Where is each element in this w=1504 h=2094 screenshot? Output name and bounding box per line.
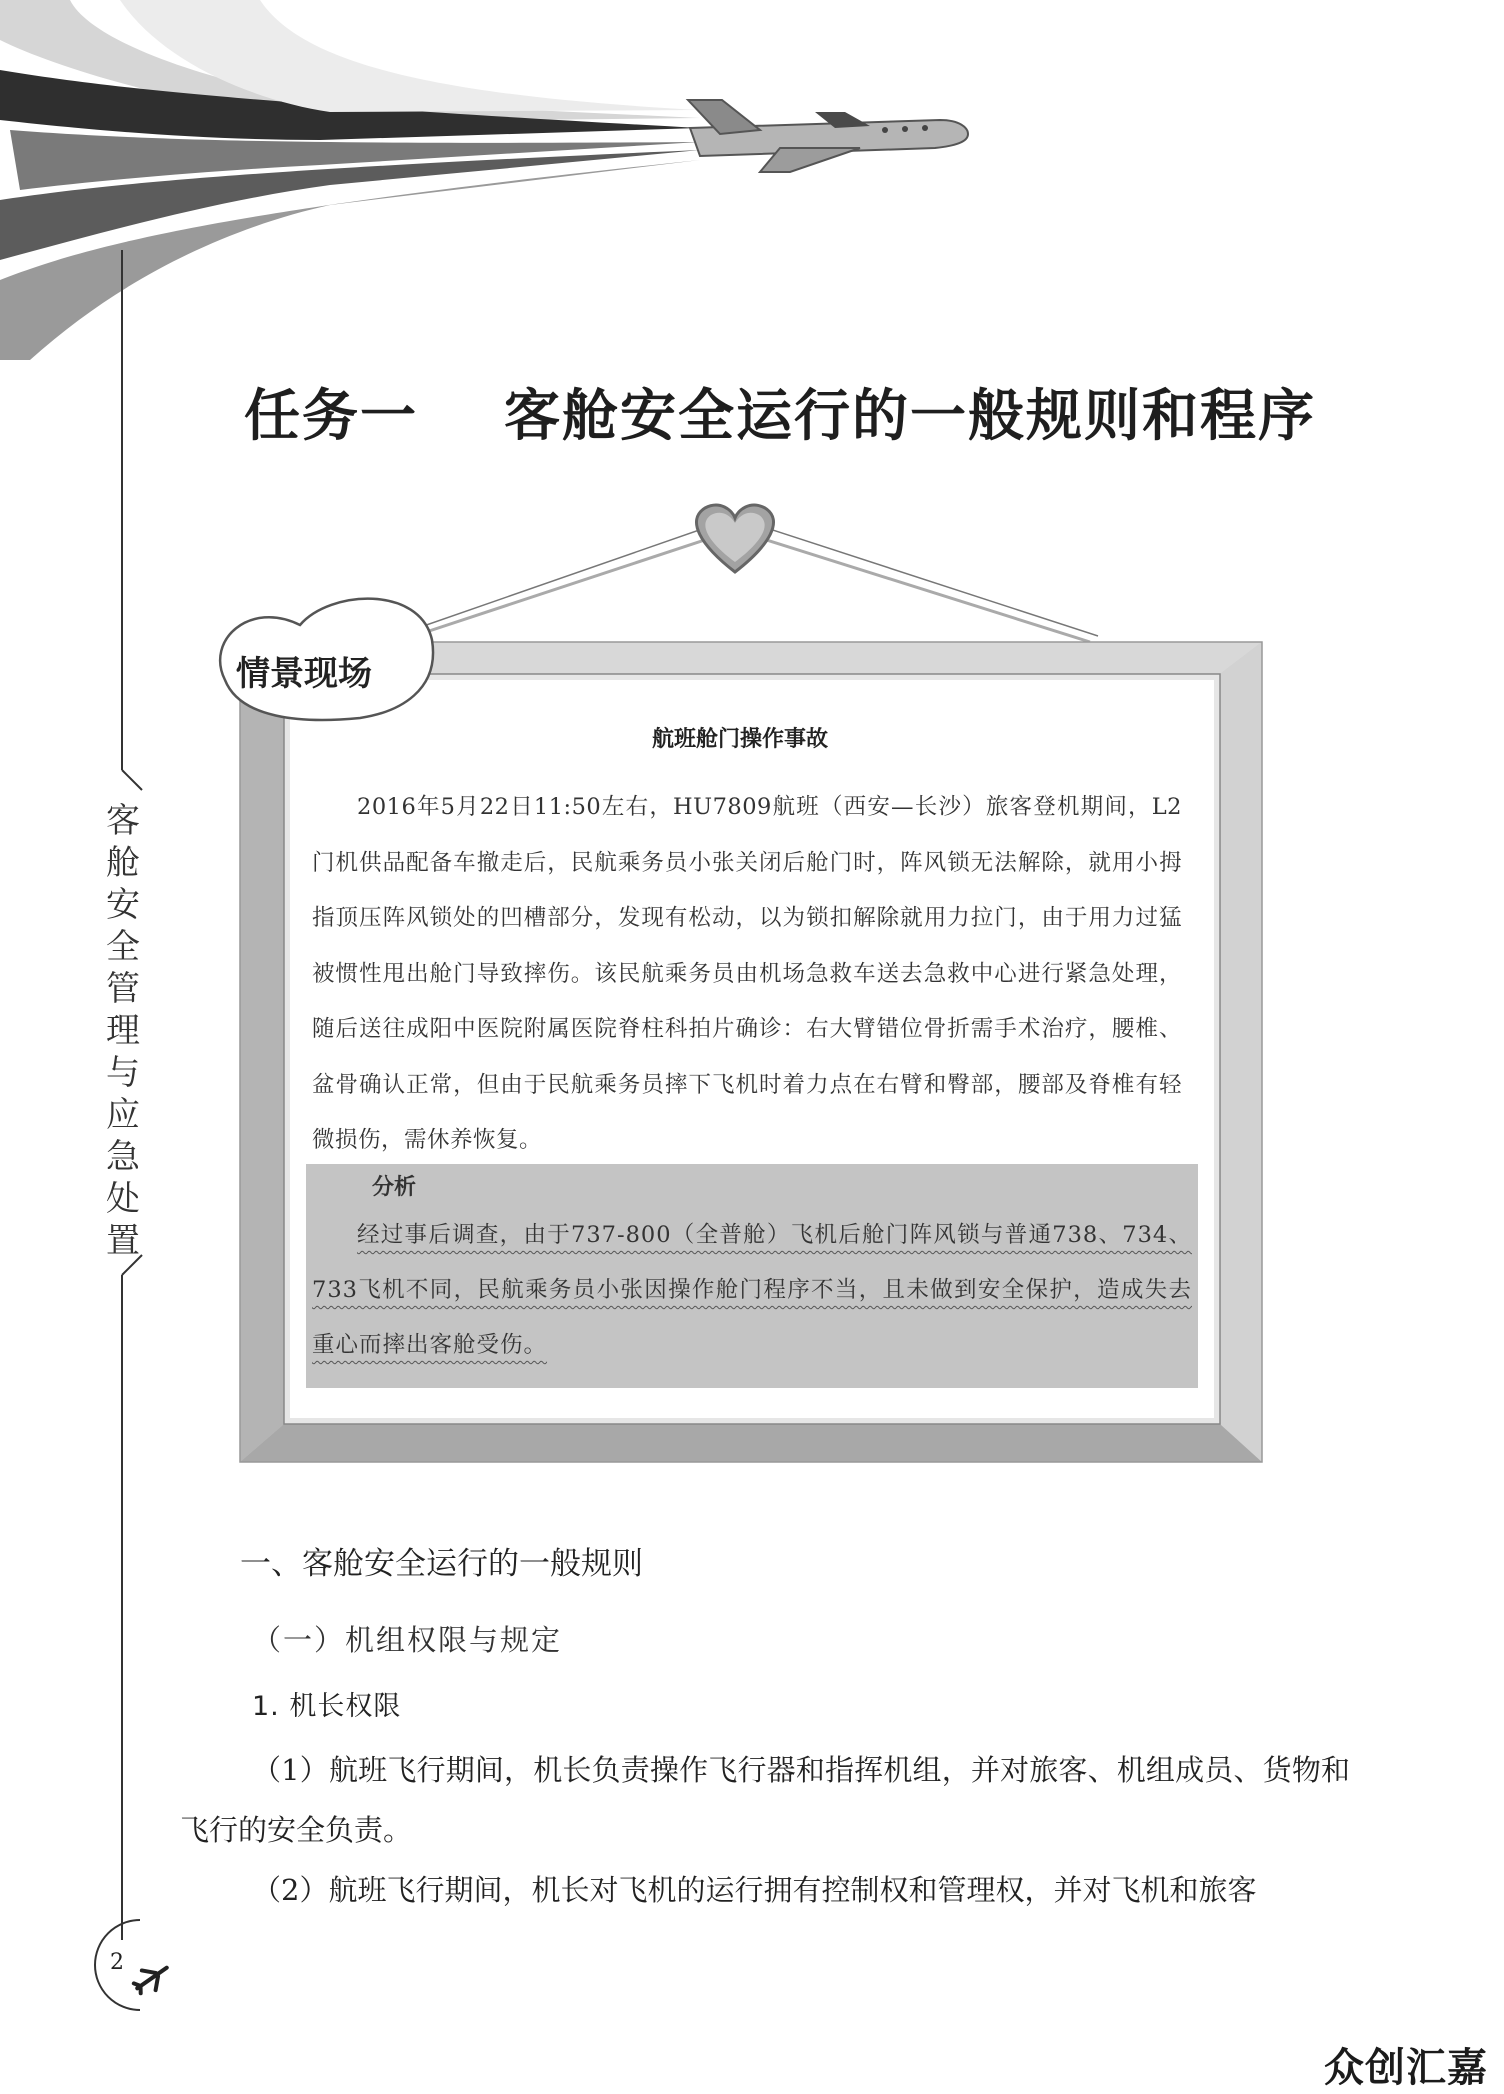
section-heading-1: 一、客舱安全运行的一般规则: [240, 1546, 643, 1582]
hanging-heart: [412, 505, 1098, 642]
watermark: 众创汇嘉: [1324, 2045, 1488, 2091]
airplane-icon: [688, 100, 968, 172]
section-heading-2: （一）机组权限与规定: [252, 1623, 563, 1657]
page-number: 2: [110, 1950, 124, 1975]
page-title: 任务一 客舱安全运行的一般规则和程序: [244, 384, 1316, 449]
book-title-char: 全: [106, 927, 140, 967]
case-title: 航班舱门操作事故: [651, 727, 828, 752]
analysis-box: [306, 1164, 1198, 1388]
paragraph: （2）航班飞行期间，机长对飞机的运行拥有控制权和管理权，并对飞机和旅客: [252, 1873, 1257, 1907]
book-title-char: 应: [106, 1095, 140, 1135]
book-title-char: 客: [106, 801, 140, 841]
small-airplane-icon: [130, 1958, 173, 1998]
analysis-text-content: 经过事后调查，由于737-800（全普舱）飞机后舱门阵风锁与普通738、734、733飞机不同，民航乘务员小张因操作舱门程序不当，且未做到安全保护，造成失去重心而摔出客舱受伤。: [312, 1222, 1192, 1358]
paragraph: （1）航班飞行期间，机长负责操作飞行器和指挥机组，并对旅客、机组成员、货物和飞行的安全负责。: [180, 1753, 1350, 1847]
side-rule-bracket: [122, 770, 142, 790]
section-heading-3: 1. 机长权限: [252, 1691, 402, 1722]
scene-label: 情景现场: [236, 654, 372, 694]
book-title-char: 管: [106, 969, 140, 1009]
book-title-vertical: [98, 800, 148, 1262]
book-title-char: 置: [106, 1221, 140, 1261]
book-title-char: 处: [106, 1179, 140, 1219]
analysis-text: [312, 1208, 1192, 1373]
book-title-char: 与: [106, 1053, 140, 1093]
body-text: [180, 1740, 1350, 1920]
analysis-title: 分析: [372, 1175, 417, 1200]
book-title-char: 安: [106, 885, 140, 925]
book-title-char: 理: [106, 1011, 140, 1051]
book-title-char: 急: [106, 1137, 140, 1177]
book-title-char: 舱: [106, 843, 140, 883]
case-body: 2016年5月22日11:50左右，HU7809航班（西安—长沙）旅客登机期间，L2门机供品配备车撤走后，民航乘务员小张关闭后舱门时，阵风锁无法解除，就用小拇指顶压阵风锁处的凹槽部分，发现有松动，以为锁扣解除就用力拉门，由于用力过猛被惯性甩出舱门导致摔伤。该民航乘务员由机场急救车送去急救中心进行紧急处理，随后送往成阳中医院附属医院脊柱科拍片确诊：右大臂错位骨折需手术治疗，腰椎、盆骨确认正常，但由于民航乘务员摔下飞机时着力点在右臂和臀部，腰部及脊椎有轻微损伤，需休养恢复。: [312, 794, 1182, 1153]
